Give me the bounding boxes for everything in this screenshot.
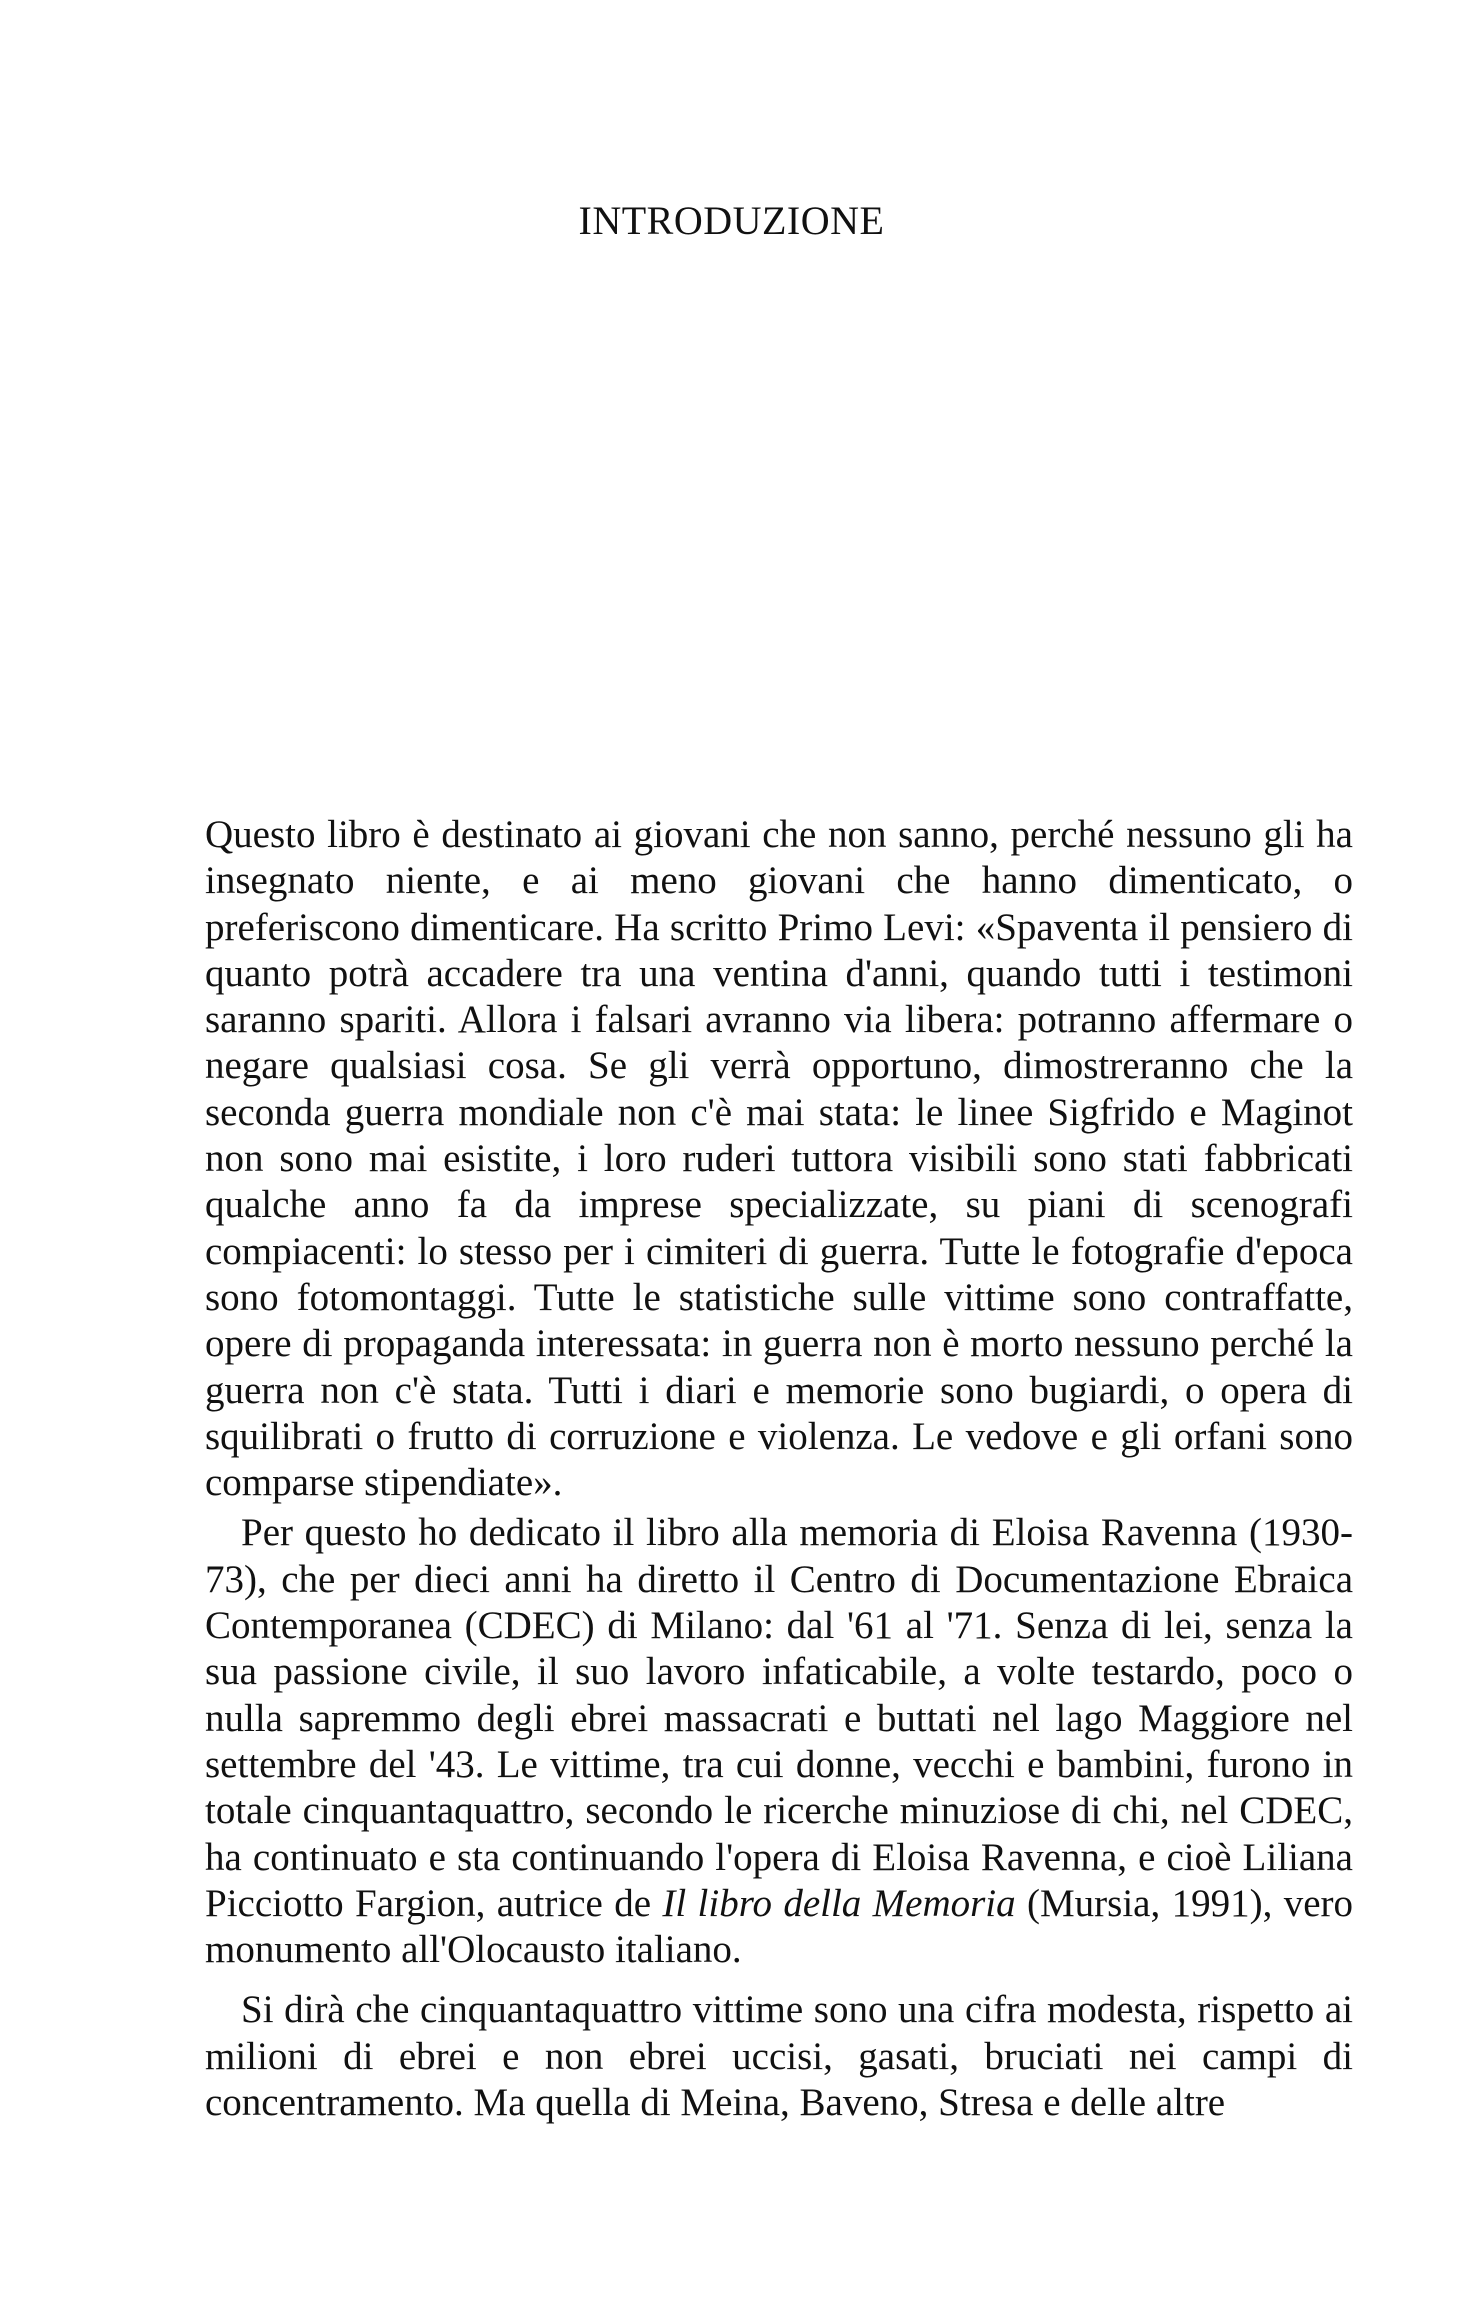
paragraph-2: [205, 1510, 1353, 1973]
paragraph-text: Per questo ho dedicato il libro alla memoria di Eloisa Ravenna (1930-73), che per dieci anni ha diretto il Centro di Documentazione Ebraica Contemporanea (CDEC) di Milano: dal '61 al '71. Senza di lei, senza la sua passione civile, il suo lavoro infaticabile, a volte testardo, poco o nulla sapremmo degli ebrei massacrati e buttati nel lago Maggiore nel settembre del '43. Le vittime, tra cui donne, vecchi e bambini, furono in totale cinquantaquattro, secondo le ricerche minuziose di chi, nel CDEC, ha continuato e sta continuando l'opera di Eloisa Ravenna, e cioè Liliana Picciotto Fargion, autrice de: [205, 1511, 1353, 1925]
paragraph-text: Questo libro è destinato ai giovani che non sanno, perché nessuno gli ha insegnato niente, e ai meno giovani che hanno dimenticato, o preferiscono dimenticare. Ha scritto Primo Levi: «Spaventa il pensiero di quanto potrà accadere tra una ventina d'anni, quando tutti i testimoni saranno spariti. Allora i falsari avranno via libera: potranno affermare o negare qualsiasi cosa. Se gli verrà opportuno, dimostreranno che la seconda guerra mondiale non c'è mai stata: le linee Sigfrido e Maginot non sono mai esistite, i loro ruderi tuttora visibili sono stati fabbricati qualche anno fa da imprese specializzate, su piani di scenografi compiacenti: lo stesso per i cimiteri di guerra. Tutte le fotografie d'epoca sono fotomontaggi. Tutte le statistiche sulle vittime sono contraffatte, opere di propaganda interessata: in guerra non è morto nessuno perché la guerra non c'è stata. Tutti i diari e memorie sono bugiardi, o opera di squilibrati o frutto di corruzione e violenza. Le vedove e gli orfani sono comparse stipendiate».: [205, 813, 1353, 1505]
paragraph-1: [205, 812, 1353, 1506]
body-text: [205, 812, 1353, 2126]
book-title-italic: Il libro della Memoria: [662, 1881, 1016, 1925]
paragraph-text: Si dirà che cinquantaquattro vittime sono una cifra modesta, rispetto ai milioni di ebrei e non ebrei uccisi, gasati, bruciati nei campi di concentramento. Ma quella di Meina, Baveno, Stresa e delle altre: [205, 1988, 1353, 2125]
paragraph-text: (Mursia, 1991), vero monumento all'Olocausto italiano.: [205, 1881, 1354, 1972]
chapter-heading: INTRODUZIONE: [578, 198, 885, 243]
paragraph-3: [205, 1987, 1353, 2126]
